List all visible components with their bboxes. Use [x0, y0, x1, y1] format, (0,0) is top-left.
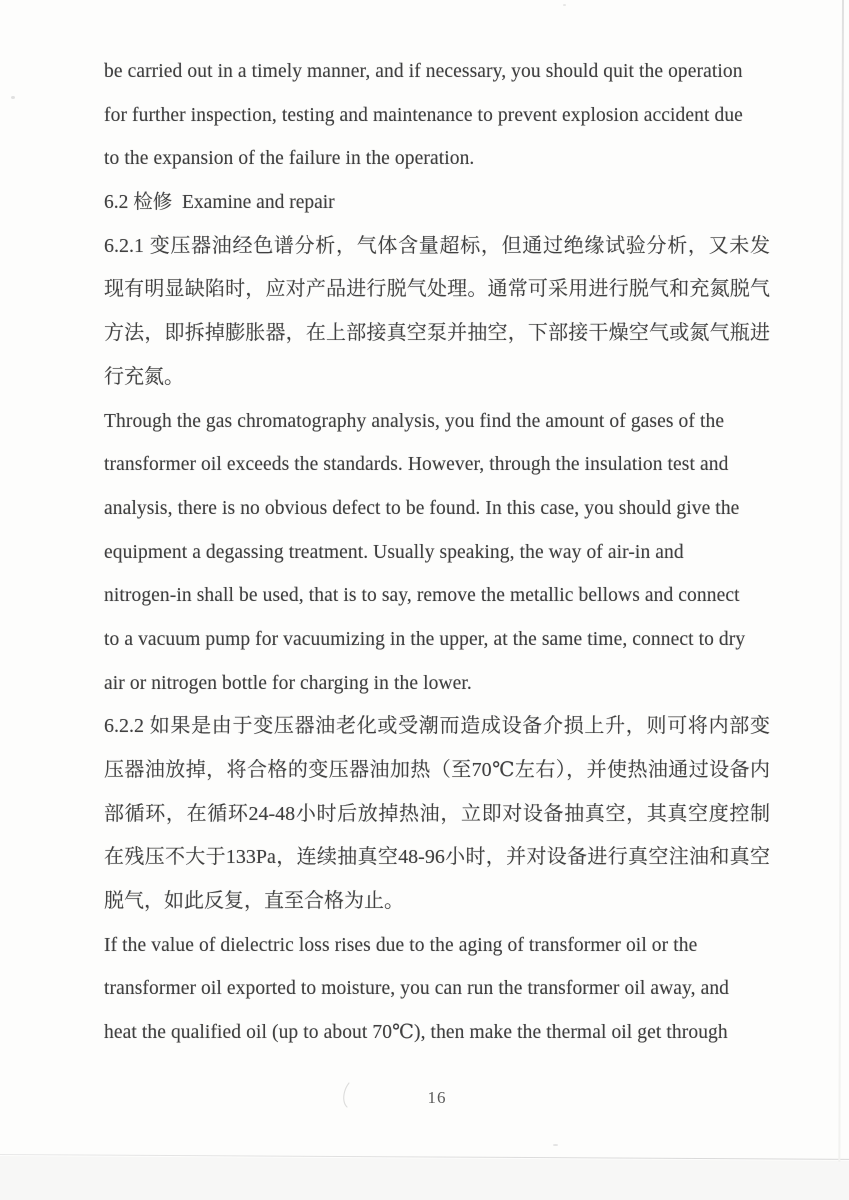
text-line: 在残压不大于133Pa，连续抽真空48-96小时，并对设备进行真空注油和真空 — [104, 846, 770, 869]
text-line: to a vacuum pump for vacuumizing in the upper, at the same time, connect to dry — [104, 628, 746, 650]
text-line: nitrogen-in shall be used, that is to say, remove the metallic bellows and connect — [104, 585, 740, 607]
text-line: 脱气，如此反复，直至合格为止。 — [104, 890, 404, 913]
paper-edge-right — [838, 0, 843, 1162]
scan-speck — [11, 96, 15, 99]
text-line: be carried out in a timely manner, and if necessary, you should quit the operation — [104, 61, 743, 82]
text-line: Through the gas chromatography analysis, you find the amount of gases of the — [104, 410, 725, 432]
text-line: 方法，即拆掉膨胀器，在上部接真空泵并抽空，下部接干燥空气或氮气瓶进 — [104, 322, 770, 345]
scan-speck — [563, 4, 566, 6]
text-line: 6.2 检修 Examine and repair — [104, 192, 335, 214]
text-line: 现有明显缺陷时，应对产品进行脱气处理。通常可采用进行脱气和充氮脱气 — [104, 278, 770, 301]
paper-bottom-shadow — [0, 1156, 849, 1200]
text-line: transformer oil exported to moisture, you can run the transformer oil away, and — [104, 978, 730, 1000]
text-line: to the expansion of the failure in the operation. — [104, 148, 475, 170]
text-line: 6.2.2 如果是由于变压器油老化或受潮而造成设备介损上升，则可将内部变 — [104, 715, 770, 738]
page-number: 16 — [427, 1088, 447, 1107]
text-line: equipment a degassing treatment. Usually speaking, the way of air-in and — [104, 541, 684, 563]
document-body — [104, 50, 770, 1055]
text-line: If the value of dielectric loss rises due to the aging of transformer oil or the — [104, 934, 698, 956]
text-line: transformer oil exceeds the standards. However, through the insulation test and — [104, 454, 729, 476]
text-line: heat the qualified oil (up to about 70℃), then make the thermal oil get through — [104, 1022, 728, 1044]
scan-speck — [553, 1144, 558, 1146]
text-line: 部循环，在循环24-48小时后放掉热油，立即对设备抽真空，其真空度控制 — [104, 802, 770, 825]
text-line: air or nitrogen bottle for charging in the lower. — [104, 672, 472, 694]
stray-pen-mark — [338, 1082, 354, 1108]
text-line: 6.2.1 变压器油经色谱分析，气体含量超标，但通过绝缘试验分析，又未发 — [104, 234, 770, 257]
text-line: 行充氮。 — [104, 365, 184, 388]
text-line: for further inspection, testing and maintenance to prevent explosion accident due — [104, 104, 743, 126]
text-line: analysis, there is no obvious defect to be found. In this case, you should give the — [104, 497, 740, 519]
text-line: 压器油放掉，将合格的变压器油加热（至70℃左右），并使热油通过设备内 — [104, 759, 770, 781]
